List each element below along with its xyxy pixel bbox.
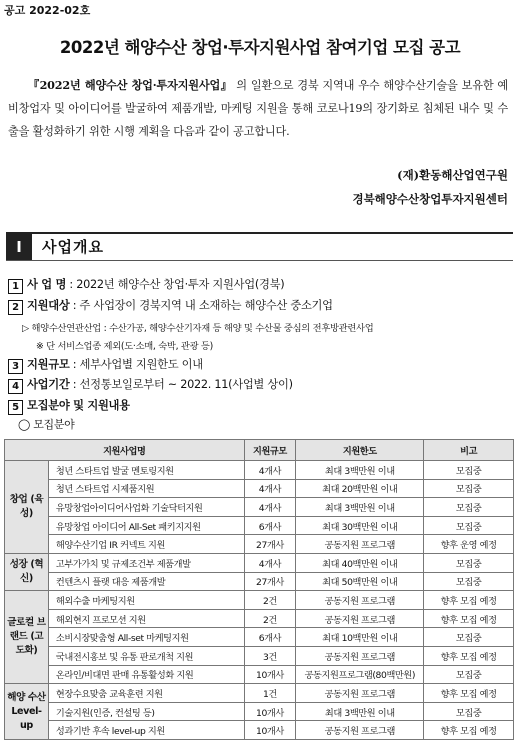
section-header <box>6 232 513 261</box>
program-name-cell: 유망창업 아이디어 All-Set 패키지지원 <box>48 516 244 535</box>
program-name-cell: 유망창업아이디어사업화 기술닥터지원 <box>48 498 244 517</box>
program-name-cell: 소비시장맞춤형 All-set 마케팅지원 <box>48 628 244 647</box>
scale-cell: 4개사 <box>244 498 296 517</box>
table-row <box>5 461 514 480</box>
scale-cell: 27개사 <box>244 572 296 591</box>
category-cell: 창업 (육성) <box>5 461 49 554</box>
limit-cell: 공동지원 프로그램 <box>296 721 424 740</box>
item-number: 4 <box>8 379 23 394</box>
category-cell: 성장 (혁신) <box>5 553 49 590</box>
item-text: : 세부사업별 지원한도 이내 <box>72 358 203 371</box>
limit-cell: 공동지원 프로그램 <box>296 535 424 554</box>
item-text: : 2022년 해양수산 창업·투자 지원사업(경북) <box>69 278 285 291</box>
program-name-cell: 기술지원(인증, 컨설팅 등) <box>48 702 244 721</box>
item-scale <box>8 356 203 374</box>
note-cell: 모집중 <box>424 628 514 647</box>
program-name-cell: 청년 스타트업 발굴 멘토링지원 <box>48 461 244 480</box>
note-cell: 모집중 <box>424 461 514 480</box>
program-name-cell: 국내전시홍보 및 유통 판로개척 지원 <box>48 646 244 665</box>
category-cell: 글로컬 브랜드 (고도화) <box>5 591 49 684</box>
table-row <box>5 665 514 684</box>
program-table <box>4 439 514 740</box>
category-cell: 해양 수산 Level-up <box>5 684 49 740</box>
intro-paragraph <box>8 74 508 143</box>
table-row <box>5 646 514 665</box>
scale-cell: 2건 <box>244 591 296 610</box>
table-row <box>5 553 514 572</box>
item-label: 사업기간 <box>27 378 70 391</box>
limit-cell: 최대 10백만원 이내 <box>296 628 424 647</box>
limit-cell: 최대 50백만원 이내 <box>296 572 424 591</box>
issuer-center: 경북해양수산창업투자지원센터 <box>352 192 508 206</box>
column-header: 지원한도 <box>296 440 424 461</box>
note-cell: 모집중 <box>424 572 514 591</box>
program-name-cell: 해외수출 마케팅지원 <box>48 591 244 610</box>
item-fields <box>8 397 130 415</box>
field-label: ◯ 모집분야 <box>18 418 75 431</box>
limit-cell: 공동지원 프로그램 <box>296 646 424 665</box>
exclusion-note: ※ 단 서비스업종 제외(도·소매, 숙박, 관광 등) <box>36 341 213 352</box>
program-name-cell: 해양수산기업 IR 커넥트 지원 <box>48 535 244 554</box>
note-cell: 향후 모집 예정 <box>424 609 514 628</box>
section-number: Ⅰ <box>6 234 32 260</box>
program-name: 『2022년 해양수산 창업·투자지원사업』 <box>28 78 233 92</box>
item-label: 모집분야 및 지원내용 <box>27 399 130 412</box>
page-title: 2022년 해양수산 창업·투자지원사업 참여기업 모집 공고 <box>59 38 461 57</box>
note-cell: 향후 모집 예정 <box>424 721 514 740</box>
scale-cell: 10개사 <box>244 665 296 684</box>
program-name-cell: 해외현지 프로모션 지원 <box>48 609 244 628</box>
scale-cell: 6개사 <box>244 516 296 535</box>
item-target <box>8 297 333 315</box>
target-note: ▷ 해양수산연관산업 : 수산가공, 해양수산기자재 등 해양 및 수산물 중심의 전후방관련사업 <box>22 323 374 334</box>
scale-cell: 27개사 <box>244 535 296 554</box>
limit-cell: 최대 3백만원 이내 <box>296 461 424 480</box>
limit-cell: 최대 20백만원 이내 <box>296 479 424 498</box>
item-text: : 선정통보일로부터 ~ 2022. 11(사업별 상이) <box>72 378 293 391</box>
scale-cell: 4개사 <box>244 553 296 572</box>
table-row <box>5 684 514 703</box>
limit-cell: 최대 3백만원 이내 <box>296 498 424 517</box>
scale-cell: 4개사 <box>244 479 296 498</box>
table-row <box>5 479 514 498</box>
program-name-cell: 컨텐츠시 플랫 대응 제품개발 <box>48 572 244 591</box>
intro-text: 의 일환으로 경북 지역내 우수 해양수산기술을 보유한 예비창업자 및 아이디어를 발굴하여 제품개발, 마케팅 지원을 통해 코로나19의 장기화로 침체된 내수 및 수출을 활성화하기 위한 시행 계획을 다음과 같이 공고합니다. <box>8 79 508 138</box>
column-header: 지원사업명 <box>5 440 245 461</box>
limit-cell: 공동지원 프로그램 <box>296 684 424 703</box>
note-cell: 향후 운영 예정 <box>424 535 514 554</box>
limit-cell: 최대 40백만원 이내 <box>296 553 424 572</box>
item-number: 3 <box>8 359 23 374</box>
note-cell: 모집중 <box>424 665 514 684</box>
table-row <box>5 702 514 721</box>
note-cell: 향후 모집 예정 <box>424 591 514 610</box>
note-cell: 모집중 <box>424 516 514 535</box>
item-number: 2 <box>8 300 23 315</box>
note-cell: 모집중 <box>424 702 514 721</box>
item-project-name <box>8 276 284 294</box>
program-name-cell: 고부가가치 및 규제조건부 제품개발 <box>48 553 244 572</box>
limit-cell: 최대 3백만원 이내 <box>296 702 424 721</box>
program-name-cell: 청년 스타트업 시제품지원 <box>48 479 244 498</box>
table-row <box>5 609 514 628</box>
program-name-cell: 성과기반 후속 level-up 지원 <box>48 721 244 740</box>
item-label: 지원대상 <box>27 299 70 312</box>
scale-cell: 10개사 <box>244 702 296 721</box>
note-cell: 향후 모집 예정 <box>424 646 514 665</box>
scale-cell: 2건 <box>244 609 296 628</box>
table-row <box>5 498 514 517</box>
scale-cell: 1건 <box>244 684 296 703</box>
note-cell: 향후 모집 예정 <box>424 684 514 703</box>
document-number: 공고 2022-02호 <box>4 4 91 17</box>
table-row <box>5 516 514 535</box>
limit-cell: 공동지원 프로그램 <box>296 609 424 628</box>
table-body <box>5 461 514 740</box>
table-row <box>5 535 514 554</box>
column-header: 지원규모 <box>244 440 296 461</box>
scale-cell: 6개사 <box>244 628 296 647</box>
note-cell: 모집중 <box>424 553 514 572</box>
item-label: 사 업 명 <box>27 278 67 291</box>
issuer-institute: (재)환동해산업연구원 <box>397 168 508 182</box>
table-row <box>5 591 514 610</box>
limit-cell: 공동지원프로그램(80백만원) <box>296 665 424 684</box>
limit-cell: 최대 30백만원 이내 <box>296 516 424 535</box>
table-row <box>5 572 514 591</box>
scale-cell: 4개사 <box>244 461 296 480</box>
item-period <box>8 376 293 394</box>
note-cell: 모집중 <box>424 479 514 498</box>
limit-cell: 공동지원 프로그램 <box>296 591 424 610</box>
scale-cell: 10개사 <box>244 721 296 740</box>
item-number: 5 <box>8 400 23 415</box>
column-header: 비고 <box>424 440 514 461</box>
item-label: 지원규모 <box>27 358 70 371</box>
section-title: 사업개요 <box>42 238 104 256</box>
scale-cell: 3건 <box>244 646 296 665</box>
program-name-cell: 온라인/비대면 판매 유통활성화 지원 <box>48 665 244 684</box>
table-header-row <box>5 440 514 461</box>
program-name-cell: 현장수요맞춤 교육훈련 지원 <box>48 684 244 703</box>
note-cell: 모집중 <box>424 498 514 517</box>
item-number: 1 <box>8 279 23 294</box>
table-row <box>5 721 514 740</box>
item-text: : 주 사업장이 경북지역 내 소재하는 해양수산 중소기업 <box>72 299 333 312</box>
table-row <box>5 628 514 647</box>
